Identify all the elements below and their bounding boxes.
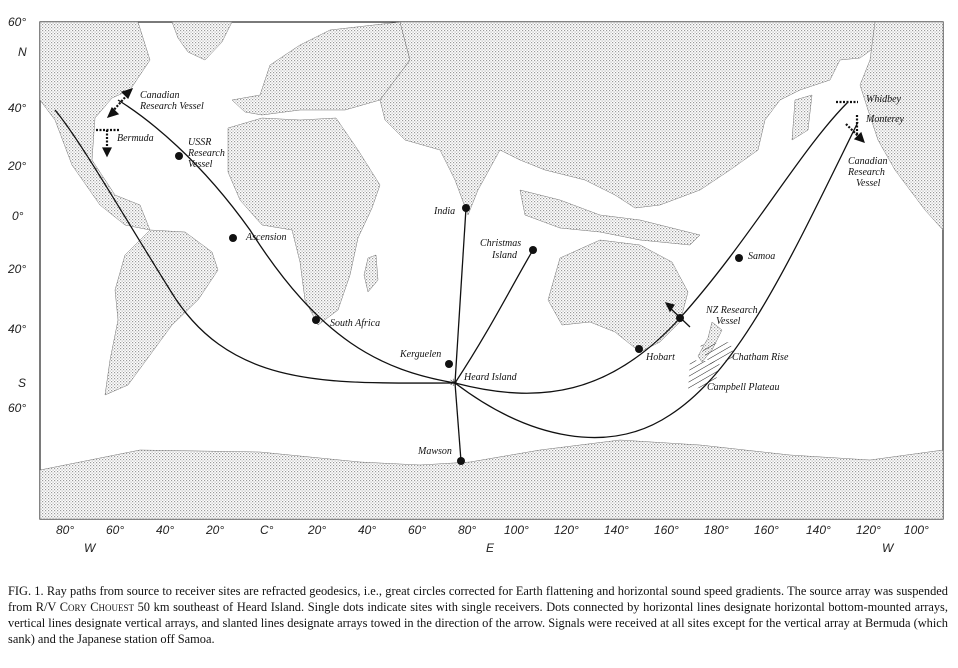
dot-samoa — [735, 254, 743, 262]
dot-india — [462, 204, 470, 212]
label-canadian-atlantic: Research Vessel — [140, 101, 204, 112]
hemisphere-e: E — [486, 541, 495, 555]
lat-20s: 20° — [8, 262, 27, 276]
dot-ascension — [229, 234, 237, 242]
lon-label: 180° — [704, 523, 729, 537]
caption-part2: 50 km southeast of Heard Island. Single dots indicate sites with single receivers. Dots connected by horizontal lines designate horizontal bottom-mounted arrays, vertical lines designate vertical arrays, and slanted lines designate arrays towed in the direction of the arrow. Signals were received at all sites except for the vertical array at Bermuda (which sank) and the Japanese station off Samoa. — [8, 600, 948, 646]
dot-mawson — [457, 457, 465, 465]
lat-s: S — [18, 376, 27, 390]
lon-label: 140° — [806, 523, 831, 537]
dot-kerguelen — [445, 360, 453, 368]
label-samoa: Samoa — [748, 251, 776, 262]
longitude-labels — [56, 523, 929, 537]
lon-label: 40° — [156, 523, 175, 537]
label-mawson: Mawson — [418, 446, 452, 457]
lon-label: 40° — [358, 523, 377, 537]
label-ussr: USSR — [188, 137, 212, 148]
lat-60n: 60° — [8, 15, 27, 29]
heard-island-marker: ✳ — [449, 378, 458, 389]
caption-part1: FIG. 1. Ray paths from source to receiver sites are refracted geodesics, i.e., great circles corrected for Earth flattening and horizontal sound speed gradients. The source array was suspended from R/V — [8, 584, 948, 614]
label-campbell-plateau: Campbell Plateau — [707, 382, 780, 393]
label-india: India — [434, 206, 456, 217]
label-christmas: Christmas — [480, 238, 522, 249]
figure-caption — [8, 583, 948, 647]
lon-label: 100° — [504, 523, 529, 537]
label-south-africa: South Africa — [330, 318, 381, 329]
lat-40n: 40° — [8, 101, 27, 115]
label-canadian-pacific: Vessel — [856, 178, 881, 189]
label-canadian-pacific: Canadian — [848, 156, 888, 167]
hemisphere-w-right: W — [882, 541, 894, 555]
lat-60s: 60° — [8, 401, 27, 415]
label-nz: Vessel — [716, 316, 741, 327]
label-hobart: Hobart — [646, 352, 675, 363]
dot-christmas — [529, 246, 537, 254]
label-heard-island: Heard Island — [464, 372, 517, 383]
lon-label: 80° — [458, 523, 477, 537]
lon-label: 140° — [604, 523, 629, 537]
hemisphere-w-left: W — [84, 541, 96, 555]
lat-40s: 40° — [8, 322, 27, 336]
lon-label: 120° — [554, 523, 579, 537]
label-monterey: Monterey — [866, 114, 904, 125]
label-whidbey: Whidbey — [866, 94, 901, 105]
caption-vessel-name: Cory Chouest — [59, 600, 134, 614]
lon-label: 60° — [408, 523, 427, 537]
lon-label: 160° — [754, 523, 779, 537]
dot-ussr — [175, 152, 183, 160]
label-ascension: Ascension — [246, 232, 287, 243]
lon-label: 120° — [856, 523, 881, 537]
lat-n: N — [18, 45, 27, 59]
lat-20n: 20° — [8, 159, 27, 173]
lon-label: 20° — [206, 523, 225, 537]
label-ussr: Research — [188, 148, 225, 159]
label-canadian-pacific: Research — [848, 167, 885, 178]
lon-label: 160° — [654, 523, 679, 537]
lon-label: 20° — [308, 523, 327, 537]
dot-south-africa — [312, 316, 320, 324]
label-chatham-rise: Chatham Rise — [732, 352, 789, 363]
dot-hobart — [635, 345, 643, 353]
label-ussr: Vessel — [188, 159, 213, 170]
label-nz: NZ Research — [706, 305, 758, 316]
lon-label: C° — [260, 523, 274, 537]
label-canadian-atlantic: Canadian — [140, 90, 180, 101]
label-christmas: Island — [492, 250, 517, 261]
lon-label: 100° — [904, 523, 929, 537]
lon-label: 80° — [56, 523, 75, 537]
lat-0: 0° — [12, 209, 24, 223]
latitude-labels — [7, 15, 27, 415]
label-bermuda: Bermuda — [117, 133, 154, 144]
lon-label: 60° — [106, 523, 125, 537]
label-kerguelen: Kerguelen — [400, 349, 442, 360]
